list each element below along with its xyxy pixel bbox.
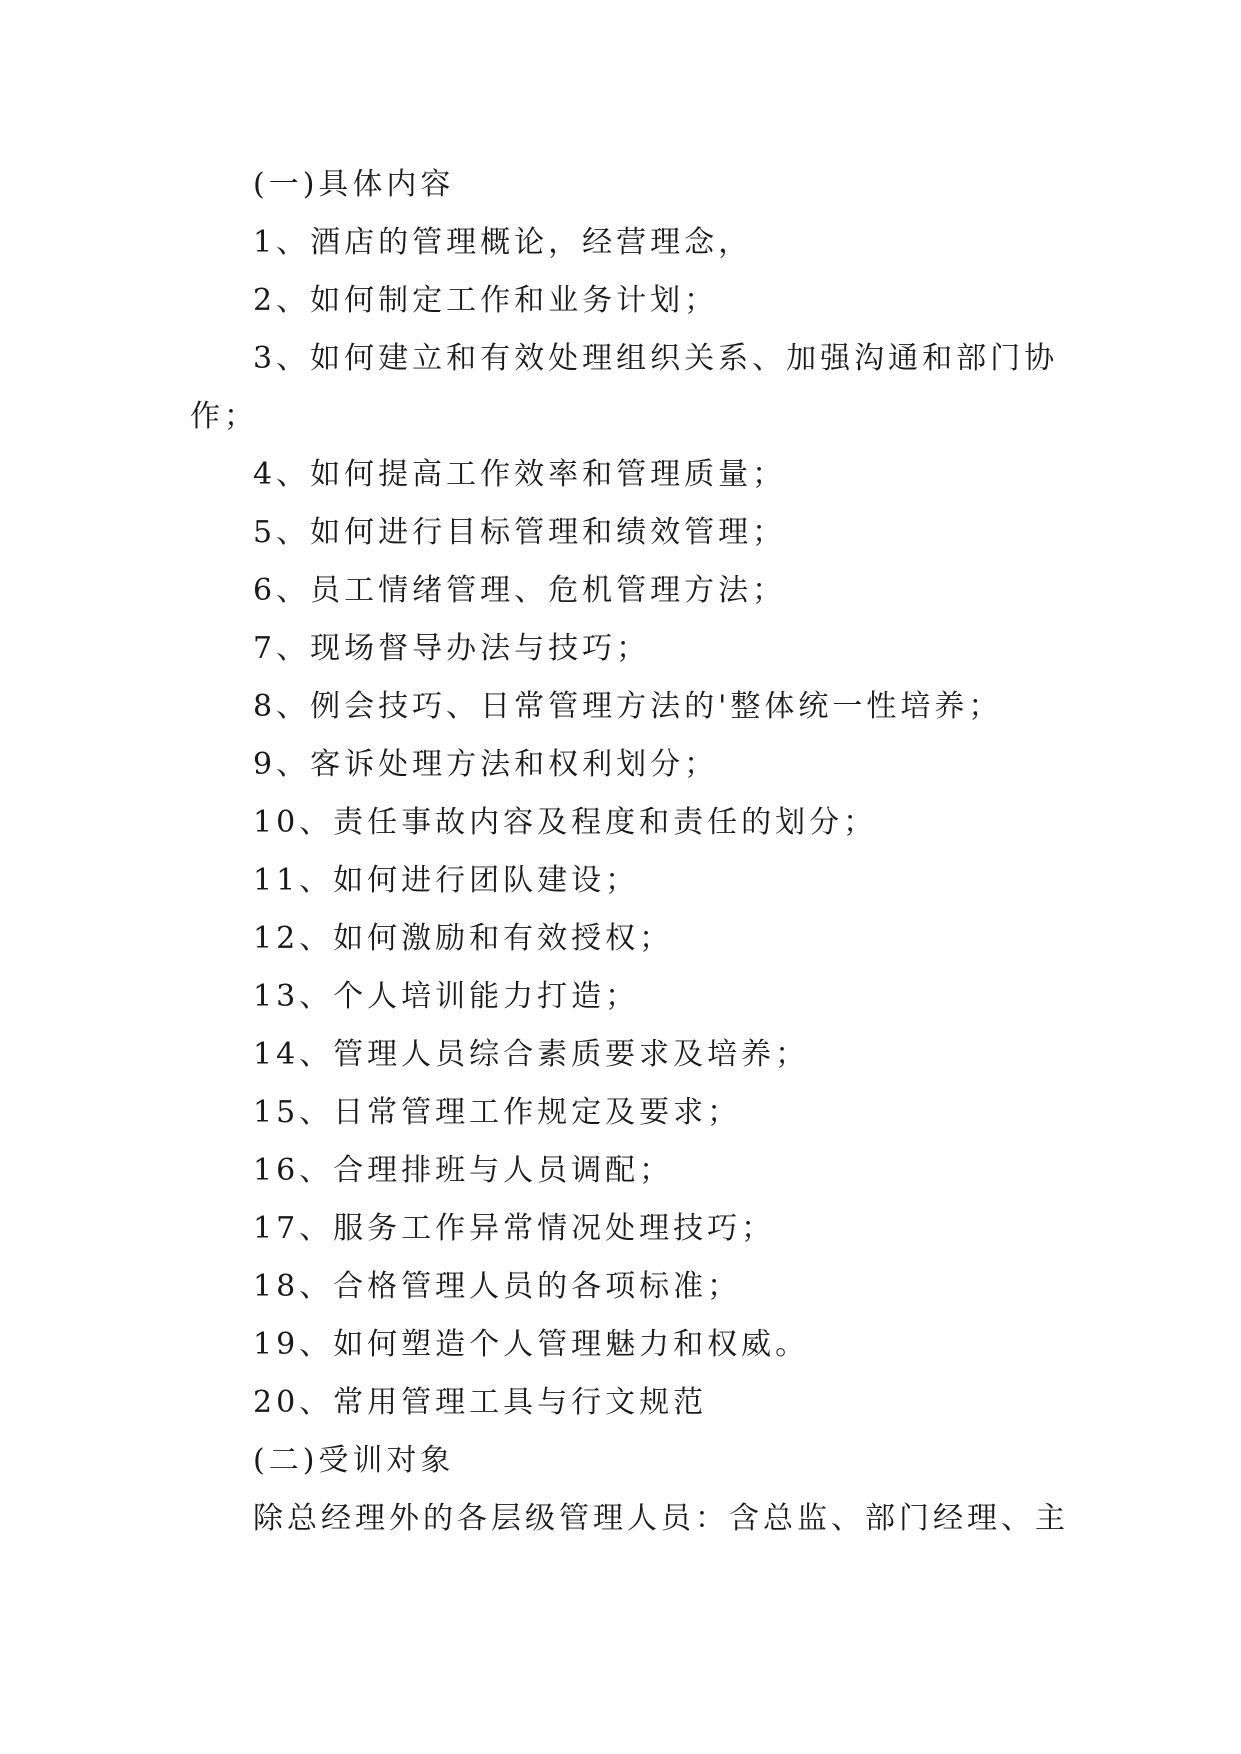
list-item: 9、客诉处理方法和权利划分；: [253, 747, 719, 782]
list-item: 16、合理排班与人员调配；: [253, 1153, 674, 1188]
list-item-continuation: 作；: [190, 399, 258, 434]
list-item: 17、服务工作异常情况处理技巧；: [253, 1211, 776, 1246]
list-item: 10、责任事故内容及程度和责任的划分；: [253, 805, 878, 840]
body-paragraph: 除总经理外的各层级管理人员：含总监、部门经理、主: [253, 1501, 1069, 1536]
list-item: 14、管理人员综合素质要求及培养；: [253, 1037, 810, 1072]
list-item: 6、员工情绪管理、危机管理方法；: [253, 573, 787, 608]
list-item: 4、如何提高工作效率和管理质量；: [253, 457, 787, 492]
list-item: 11、如何进行团队建设；: [253, 863, 640, 898]
list-item: 20、常用管理工具与行文规范: [253, 1385, 708, 1420]
list-item: 2、如何制定工作和业务计划；: [253, 283, 719, 318]
list-item: 7、现场督导办法与技巧；: [253, 631, 651, 666]
list-item: 5、如何进行目标管理和绩效管理；: [253, 515, 787, 550]
list-item: 19、如何塑造个人管理魅力和权威。: [253, 1327, 810, 1362]
section-heading-content: (一)具体内容: [253, 167, 455, 202]
list-item: 12、如何激励和有效授权；: [253, 921, 674, 956]
list-item: 15、日常管理工作规定及要求；: [253, 1095, 742, 1130]
section-heading-trainees: (二)受训对象: [253, 1443, 455, 1478]
list-item: 13、个人培训能力打造；: [253, 979, 640, 1014]
list-item: 3、如何建立和有效处理组织关系、加强沟通和部门协: [253, 341, 1059, 376]
list-item: 1、酒店的管理概论，经营理念，: [253, 225, 753, 260]
list-item: 18、合格管理人员的各项标准；: [253, 1269, 742, 1304]
list-item: 8、例会技巧、日常管理方法的'整体统一性培养；: [253, 689, 1003, 724]
